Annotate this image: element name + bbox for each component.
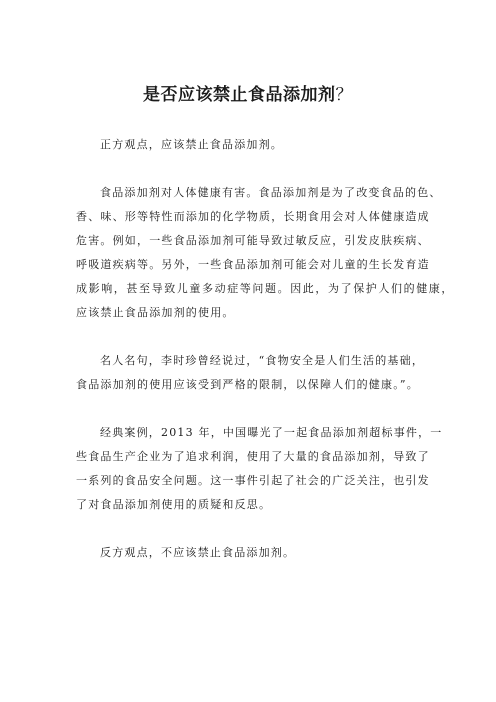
document-title bbox=[0, 80, 496, 105]
paragraph-3-line-2: 食品添加剂的使用应该受到严格的限制，以保障人们的健康。”。 bbox=[76, 378, 419, 391]
paragraph-4-line-4: 了对食品添加剂使用的质疑和反思。 bbox=[76, 498, 272, 511]
paragraph-5-line-1: 反方观点，不应该禁止食品添加剂。 bbox=[100, 546, 296, 559]
paragraph-2-line-3: 危害。例如，一些食品添加剂可能导致过敏反应，引发皮肤疾病、 bbox=[76, 234, 430, 247]
paragraph-2-line-5: 成影响，甚至导致儿童多动症等问题。因此，为了保护人们的健康， bbox=[76, 282, 454, 295]
paragraph-4-line-3: 一系列的食品安全问题。这一事件引起了社会的广泛关注，也引发 bbox=[76, 474, 430, 487]
paragraph-2-line-1: 食品添加剂对人体健康有害。食品添加剂是为了改变食品的色、 bbox=[100, 186, 442, 199]
paragraph-2-line-4: 呼吸道疾病等。另外，一些食品添加剂可能会对儿童的生长发育造 bbox=[76, 258, 430, 271]
title-text: 是否应该禁止食品添加剂 bbox=[143, 85, 336, 105]
paragraph-2-line-2: 香、味、形等特性而添加的化学物质，长期食用会对人体健康造成 bbox=[76, 210, 430, 223]
paragraph-1-line-1: 正方观点，应该禁止食品添加剂。 bbox=[100, 138, 283, 151]
paragraph-3-line-1: 名人名句，李时珍曾经说过，“食物安全是人们生活的基础， bbox=[100, 354, 425, 367]
paragraph-2-line-6: 应该禁止食品添加剂的使用。 bbox=[76, 306, 235, 319]
paragraph-4-line-2: 些食品生产企业为了追求利润，使用了大量的食品添加剂，导致了 bbox=[76, 450, 430, 463]
title-question-mark: ？ bbox=[335, 85, 353, 105]
paragraph-4-line-1: 经典案例，2013 年，中国曝光了一起食品添加剂超标事件，一 bbox=[100, 426, 443, 439]
